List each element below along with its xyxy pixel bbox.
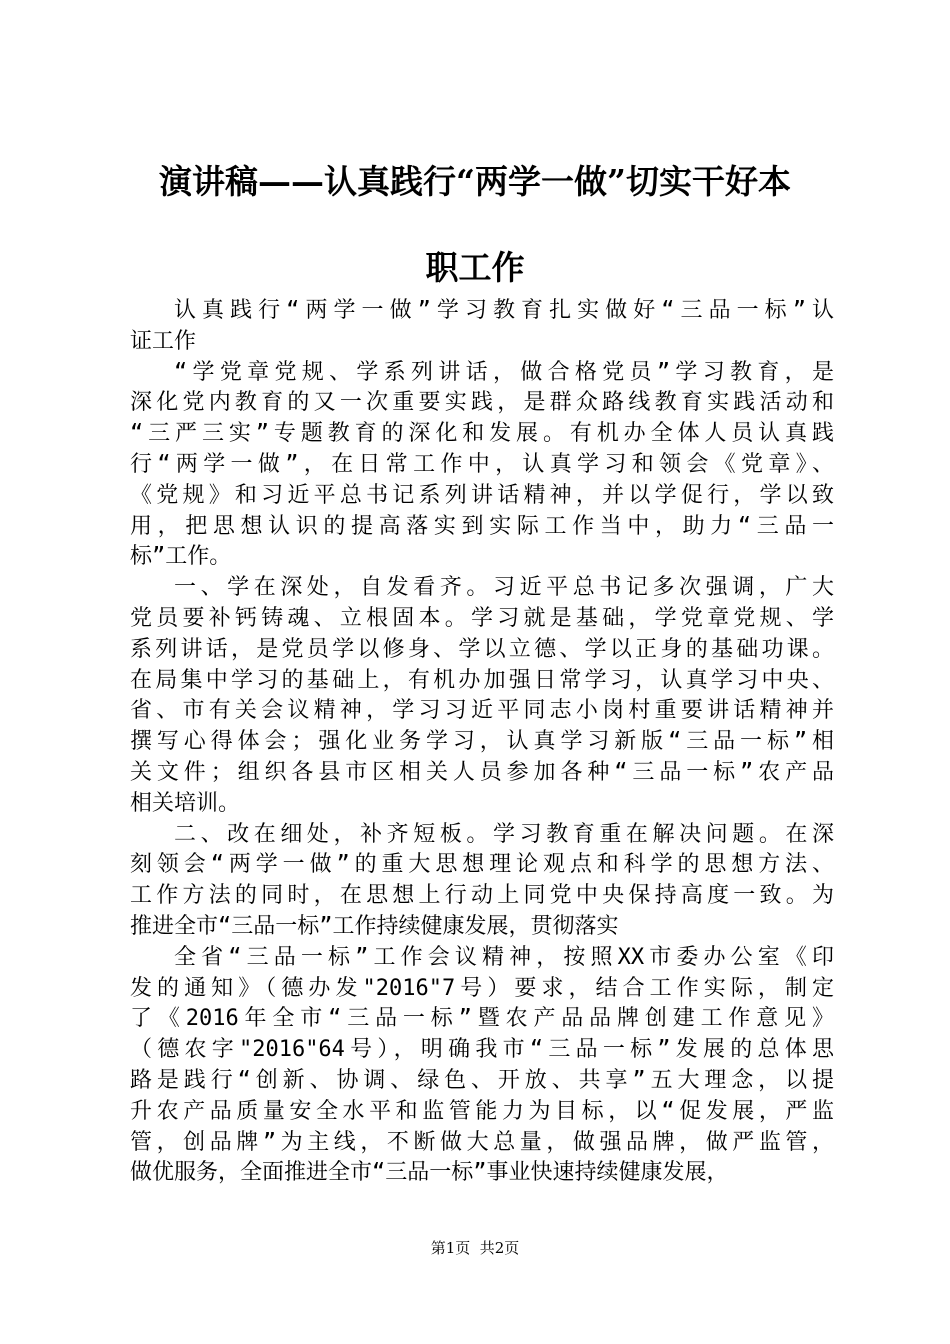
paragraph-line: 证工作 — [130, 328, 197, 354]
paragraph-line: 了《2016年全市“三品一标”暨农产品品牌创建工作意见》 — [130, 1006, 834, 1032]
document-title-line-2: 职工作 — [425, 248, 525, 287]
paragraph-line: 标”工作。 — [130, 544, 232, 570]
paragraph-line: 《党规》和习近平总书记系列讲话精神，并以学促行，学以致 — [130, 482, 834, 508]
paragraph-line: 做优服务，全面推进全市“三品一标”事业快速持续健康发展， — [130, 1160, 729, 1186]
paragraph — [130, 943, 834, 1189]
paragraph-line: 路是践行“创新、协调、绿色、开放、共享”五大理念，以提 — [130, 1067, 834, 1093]
document-body — [130, 296, 834, 1189]
paragraph-line: 省、市有关会议精神，学习习近平同志小岗村重要讲话精神并 — [130, 698, 834, 724]
paragraph-line: （德农字"2016"64号），明确我市“三品一标”发展的总体思 — [130, 1037, 834, 1063]
paragraph-line: 管，创品牌”为主线，不断做大总量，做强品牌，做严监管， — [130, 1129, 834, 1155]
paragraph-line: 系列讲话，是党员学以修身、学以立德、学以正身的基础功课。 — [130, 636, 834, 662]
paragraph-line: 升农产品质量安全水平和监管能力为目标，以“促发展，严监 — [130, 1098, 834, 1124]
paragraph-line: 撰写心得体会；强化业务学习，认真学习新版“三品一标”相 — [130, 729, 834, 755]
paragraph-line: 认真践行“两学一做”学习教育扎实做好“三品一标”认 — [174, 298, 834, 323]
paragraph — [130, 358, 834, 574]
paragraph-line: 用，把思想认识的提高落实到实际工作当中，助力“三品一 — [130, 513, 834, 539]
paragraph-line: 行“两学一做”，在日常工作中，认真学习和领会《党章》、 — [130, 451, 834, 477]
paragraph-line: 一、学在深处，自发看齐。习近平总书记多次强调，广大 — [174, 575, 834, 601]
page-footer: 第1页 共2页 — [430, 1239, 520, 1257]
paragraph-line: 工作方法的同时，在思想上行动上同党中央保持高度一致。为 — [130, 883, 834, 909]
paragraph-line: 相关培训。 — [130, 790, 241, 816]
paragraph-line: 党员要补钙铸魂、立根固本。学习就是基础，学党章党规、学 — [130, 605, 834, 631]
paragraph-line: 在局集中学习的基础上，有机办加强日常学习，认真学习中央、 — [130, 667, 834, 693]
paragraph-line: 关文件；组织各县市区相关人员参加各种“三品一标”农产品 — [130, 759, 834, 785]
paragraph-line: “三严三实”专题教育的深化和发展。有机办全体人员认真践 — [130, 421, 834, 447]
paragraph-line: 全省“三品一标”工作会议精神，按照XX市委办公室《印 — [174, 944, 834, 970]
paragraph-line: 二、改在细处，补齐短板。学习教育重在解决问题。在深 — [174, 821, 834, 847]
paragraph — [130, 820, 834, 943]
paragraph — [130, 296, 834, 358]
document-title-line-1: 演讲稿——认真践行“两学一做”切实干好本 — [159, 162, 791, 201]
paragraph — [130, 573, 834, 819]
paragraph-line: 刻领会“两学一做”的重大思想理论观点和科学的思想方法、 — [130, 852, 834, 878]
paragraph-line: 发的通知》（德办发"2016"7号）要求，结合工作实际，制定 — [130, 975, 834, 1001]
paragraph-line: 深化党内教育的又一次重要实践，是群众路线教育实践活动和 — [130, 390, 834, 416]
paragraph-line: 推进全市“三品一标”工作持续健康发展，贯彻落实 — [130, 913, 619, 939]
paragraph-line: “学党章党规、学系列讲话，做合格党员”学习教育，是 — [174, 359, 834, 385]
